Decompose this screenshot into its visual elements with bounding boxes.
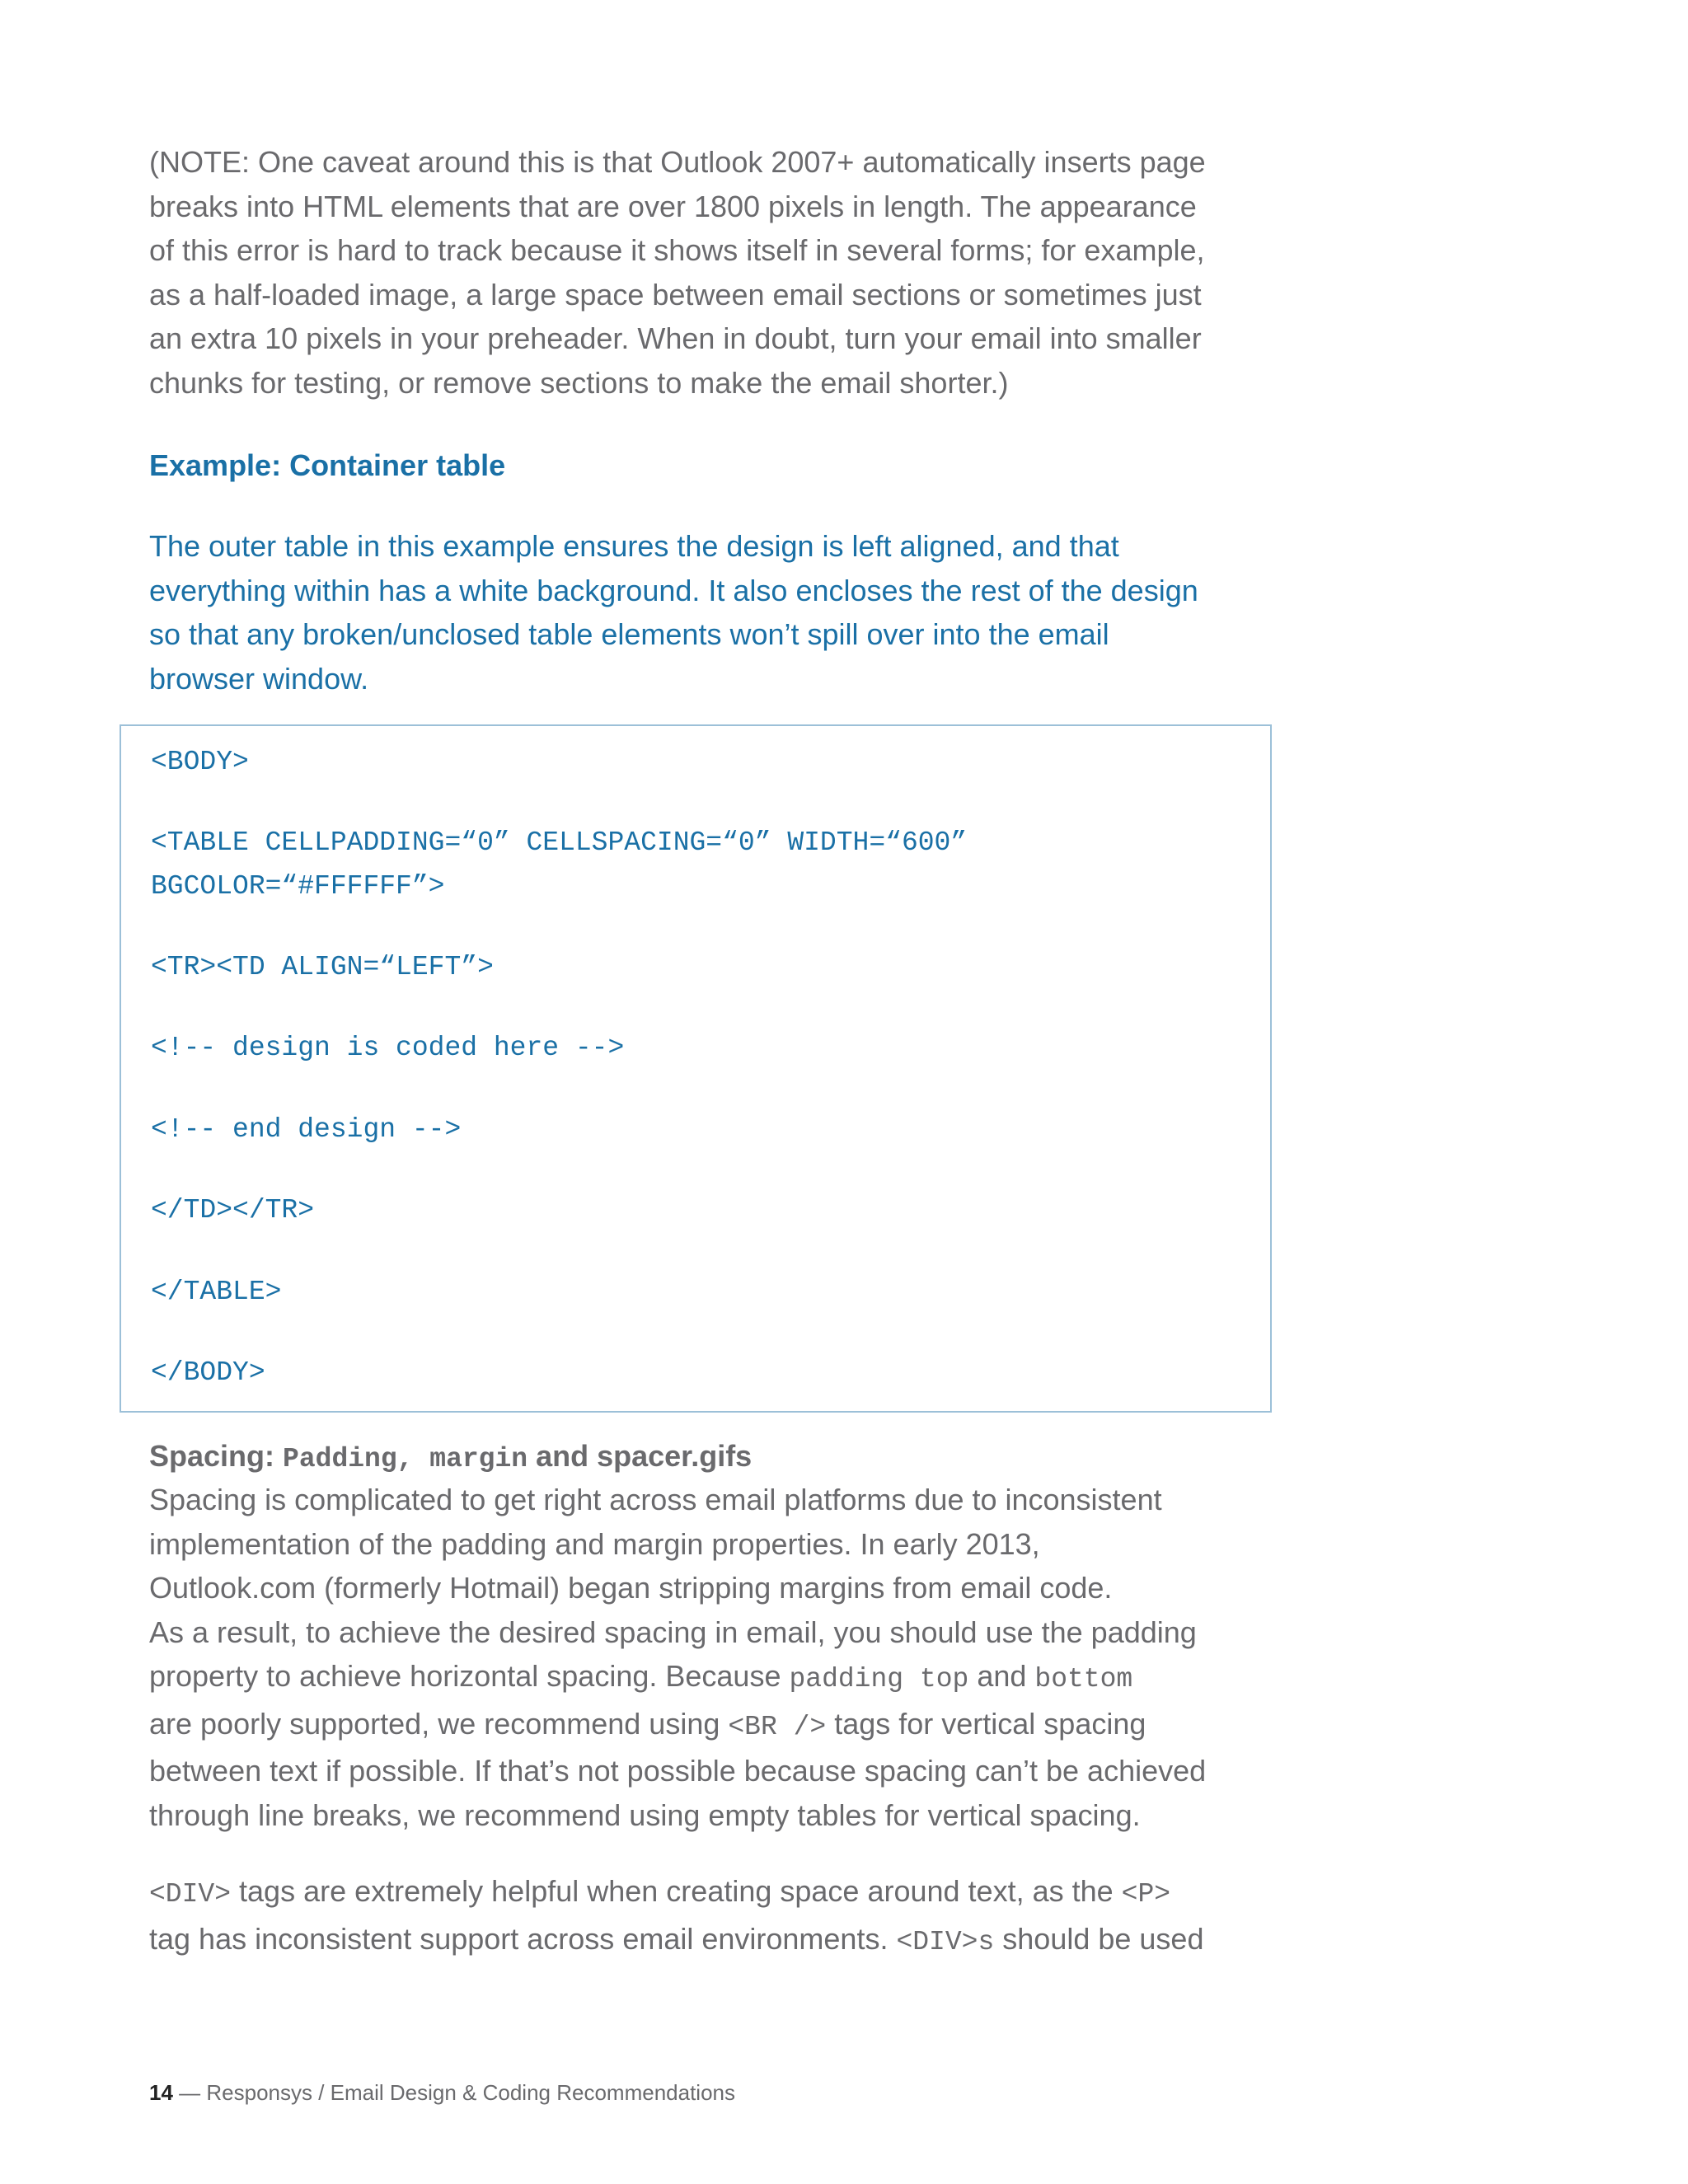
div-line [149, 1917, 1254, 1965]
spacing-heading-code: Padding, margin [283, 1444, 528, 1474]
div-text: tag has inconsistent support across email environments. [149, 1921, 897, 1956]
intro-line: so that any broken/unclosed table elements won’t spill over into the email [149, 617, 1109, 651]
intro-line: browser window. [149, 661, 369, 696]
example-heading: Example: Container table [149, 448, 506, 482]
inline-code: <BR /> [728, 1711, 827, 1742]
code-line: <!-- design is coded here --> [151, 1033, 625, 1063]
intro-line: everything within has a white background. It also encloses the rest of the design [149, 573, 1198, 607]
div-paragraph [149, 1869, 1254, 1964]
note-line: (NOTE: One caveat around this is that Outlook 2007+ automatically inserts page [149, 145, 1206, 179]
note-paragraph [149, 140, 1254, 405]
spacing-paragraph [149, 1478, 1254, 1837]
spacing-text: tags for vertical spacing [826, 1706, 1146, 1741]
inline-code: <DIV> [149, 1879, 232, 1910]
code-line: </TABLE> [151, 1277, 282, 1307]
div-text: tags are extremely helpful when creating space around text, as the [231, 1874, 1122, 1908]
intro-paragraph [149, 524, 1254, 701]
spacing-line: As a result, to achieve the desired spacing in email, you should use the padding [149, 1615, 1197, 1649]
code-line: </BODY> [151, 1357, 265, 1388]
spacing-line [149, 1654, 1254, 1702]
footer-title: — Responsys / Email Design & Coding Recommendations [172, 2080, 736, 2105]
page-number: 14 [149, 2080, 173, 2105]
spacing-line: Outlook.com (formerly Hotmail) began stripping margins from email code. [149, 1571, 1113, 1605]
div-text: should be used [994, 1921, 1204, 1956]
spacing-heading [149, 1434, 752, 1481]
inline-code: bottom [1034, 1664, 1133, 1694]
spacing-line: through line breaks, we recommend using empty tables for vertical spacing. [149, 1797, 1141, 1832]
code-line: BGCOLOR=“#FFFFFF”> [151, 871, 445, 902]
inline-code: <DIV>s [896, 1926, 995, 1957]
spacing-text: property to achieve horizontal spacing. Because [149, 1659, 790, 1693]
note-line: of this error is hard to track because it shows itself in several forms; for example, [149, 233, 1205, 267]
note-line: an extra 10 pixels in your preheader. When in doubt, turn your email into smaller [149, 321, 1202, 355]
code-line: </TD></TR> [151, 1195, 315, 1226]
spacing-heading-prefix: Spacing: [149, 1439, 284, 1473]
spacing-heading-suffix: and spacer.gifs [528, 1439, 753, 1473]
spacing-line: between text if possible. If that’s not possible because spacing can’t be achieved [149, 1754, 1207, 1788]
div-line [149, 1869, 1254, 1917]
code-line: <TR><TD ALIGN=“LEFT”> [151, 952, 494, 982]
note-line: chunks for testing, or remove sections to make the email shorter.) [149, 365, 1009, 400]
note-line: as a half-loaded image, a large space between email sections or sometimes just [149, 277, 1202, 312]
note-line: breaks into HTML elements that are over 1800 pixels in length. The appearance [149, 189, 1197, 223]
spacing-line [149, 1702, 1254, 1750]
spacing-text: are poorly supported, we recommend using [149, 1706, 729, 1741]
spacing-text: and [968, 1659, 1035, 1693]
spacing-line: Spacing is complicated to get right across email platforms due to inconsistent [149, 1483, 1162, 1516]
code-example-box [120, 724, 1272, 1413]
code-line: <TABLE CELLPADDING=“0” CELLSPACING=“0” WIDTH=“600” [151, 827, 968, 858]
intro-line: The outer table in this example ensures the design is left aligned, and that [149, 529, 1119, 563]
page-footer [149, 2079, 735, 2106]
inline-code: <P> [1121, 1879, 1171, 1910]
code-line: <BODY> [151, 747, 249, 777]
inline-code: padding top [789, 1664, 969, 1694]
spacing-line: implementation of the padding and margin properties. In early 2013, [149, 1526, 1040, 1561]
code-line: <!-- end design --> [151, 1114, 462, 1145]
